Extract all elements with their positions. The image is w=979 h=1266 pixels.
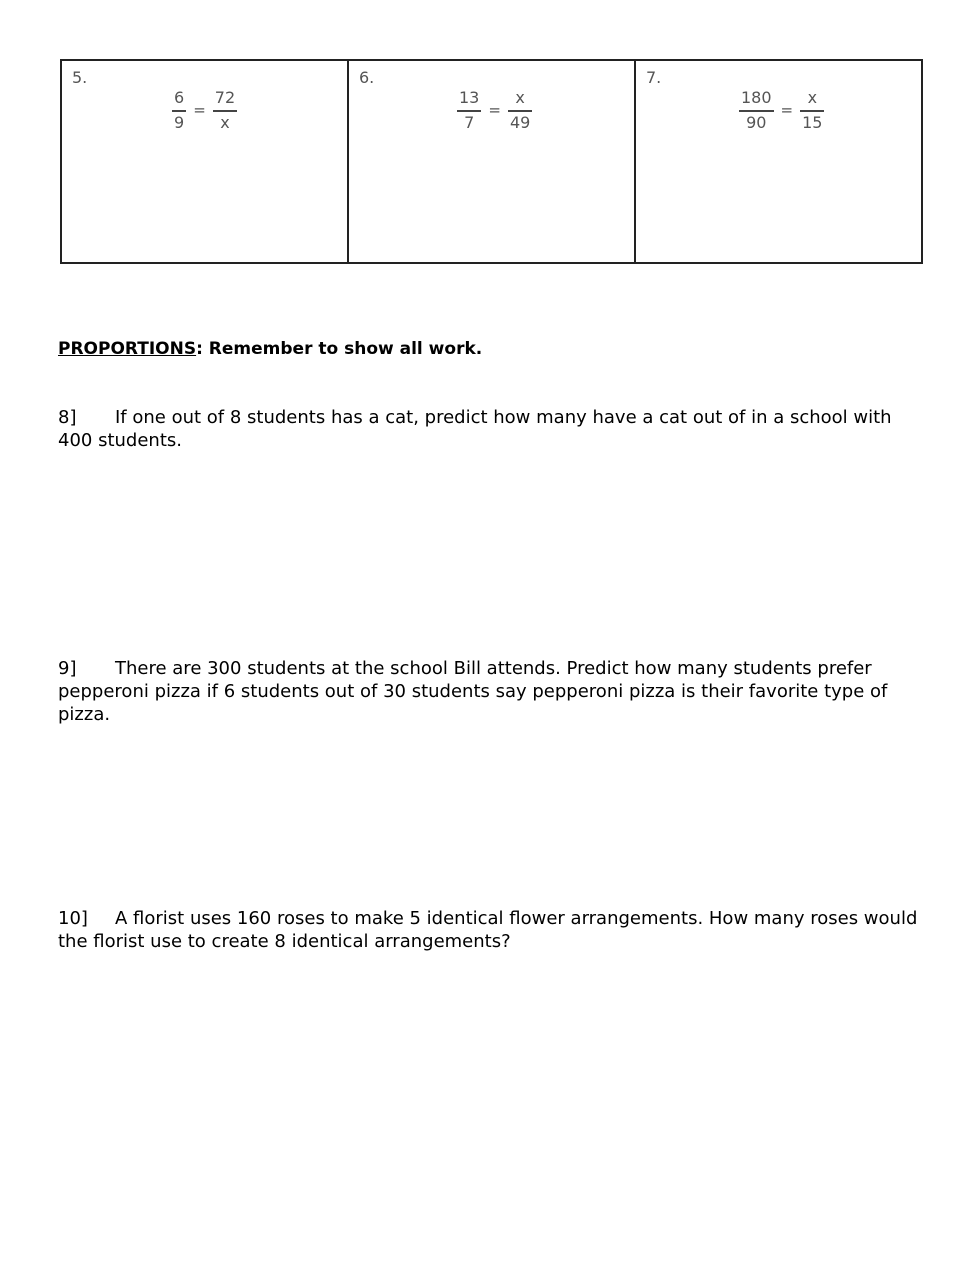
denominator: x: [220, 112, 230, 132]
question-text: A florist uses 160 roses to make 5 identical flower arrangements. How many roses would the florist use to create 8 identical arrangements?: [58, 908, 918, 952]
question-10: [58, 907, 928, 953]
equals-sign: =: [488, 101, 501, 120]
proportion-equation: [457, 88, 532, 133]
question-text: There are 300 students at the school Bill attends. Predict how many students prefer pepperoni pizza if 6 students out of 30 students say pepperoni pizza is their favorite type of pizza.: [58, 658, 888, 725]
question-text: If one out of 8 students has a cat, predict how many have a cat out of in a school with 400 students.: [58, 407, 892, 451]
numerator: x: [515, 88, 525, 107]
denominator: 9: [174, 112, 185, 132]
question-number: 9]: [58, 658, 77, 679]
right-fraction: [213, 88, 237, 133]
question-8: [58, 406, 928, 452]
question-9: [58, 657, 928, 726]
equals-sign: =: [193, 101, 206, 120]
denominator: 49: [509, 112, 531, 132]
proportion-equation: [739, 88, 824, 133]
problem-number: 7.: [646, 68, 662, 87]
right-fraction: [800, 88, 824, 133]
denominator: 15: [802, 112, 823, 132]
denominator: 90: [746, 112, 767, 132]
section-instruction: : Remember to show all work.: [196, 339, 483, 359]
problem-cell-6: [347, 61, 634, 262]
proportion-equation: [172, 88, 237, 133]
left-fraction: [457, 88, 481, 133]
numerator: 72: [214, 88, 236, 107]
section-title: PROPORTIONS: [58, 339, 197, 359]
left-fraction: [172, 88, 186, 133]
left-fraction: [739, 88, 774, 133]
problem-cell-7: [634, 61, 921, 262]
section-heading: [58, 339, 482, 359]
question-number: 10]: [58, 908, 88, 929]
problem-table: [60, 59, 923, 264]
numerator: 6: [174, 88, 185, 107]
denominator: 7: [464, 112, 475, 132]
problem-cell-5: [62, 61, 347, 262]
equals-sign: =: [780, 101, 794, 120]
numerator: 180: [741, 88, 772, 107]
problem-number: 6.: [359, 68, 375, 87]
numerator: x: [807, 88, 818, 107]
right-fraction: [508, 88, 532, 133]
problem-number: 5.: [72, 68, 88, 87]
numerator: 13: [459, 88, 480, 107]
question-number: 8]: [58, 407, 77, 428]
